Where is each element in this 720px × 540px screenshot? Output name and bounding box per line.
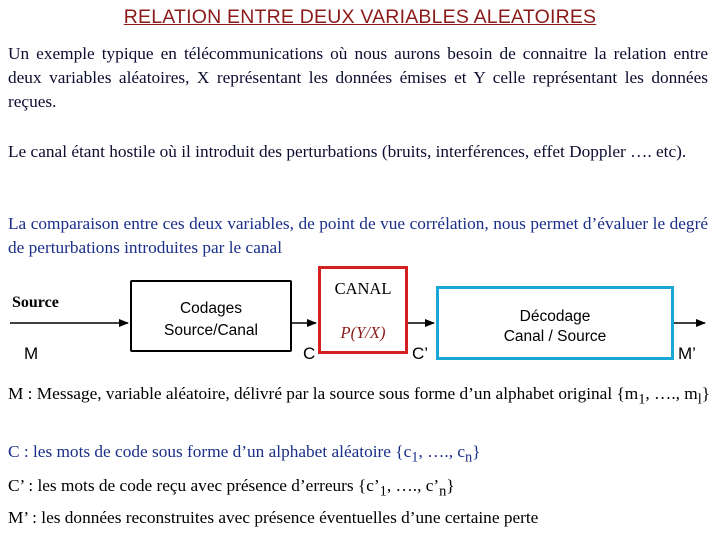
paragraph-example: Un exemple typique en télécommunications où nous aurons besoin de connaitre la relation entre deux variables aléatoires, X représentant les données émises et Y celle représentant les données reçues. [8,44,708,111]
legend-c-prime: C’ : les mots de code reçu avec présence d’erreurs {$c’_1$, …., $c’_n$} [8,476,455,500]
paragraph-channel: Le canal étant hostile où il introduit des perturbations (bruits, interférences, effet Doppler …. etc). [8,142,687,161]
page-title: RELATION ENTRE DEUX VARIABLES ALEATOIRES [123,6,597,28]
canal-label: CANAL [334,279,392,298]
decoder-label-line2: Canal / Source [503,328,607,345]
canal-formula: P(Y/X) [340,323,386,342]
legend-m-prime: M’ : les données reconstruites avec présence éventuelles d’une certaine perte [8,508,539,527]
legend-m: M : Message, variable aléatoire, délivré par la source sous forme d’un alphabet original {$m_1$, …., $m_l$} [8,384,711,408]
paragraph-comparison: La comparaison entre ces deux variables, de point de vue corrélation, nous permet d’évaluer le degré de perturbations introduites par le canal [8,214,708,257]
coder-label-line2: Source/Canal [164,322,258,339]
coder-label-line1: Codages [179,300,243,317]
canal-box [318,266,408,354]
m-prime-label: M’ [678,344,696,363]
c-prime-label: C’ [412,344,429,363]
coder-box [130,280,292,352]
c-label: C [303,344,316,363]
source-label: Source [12,294,59,311]
decoder-label-line1: Décodage [519,308,591,325]
decoder-box [436,286,674,360]
legend-c: C : les mots de code sous forme d’un alphabet aléatoire {$c_1$, …., $c_n$} [8,442,481,466]
m-label: M [24,344,39,363]
